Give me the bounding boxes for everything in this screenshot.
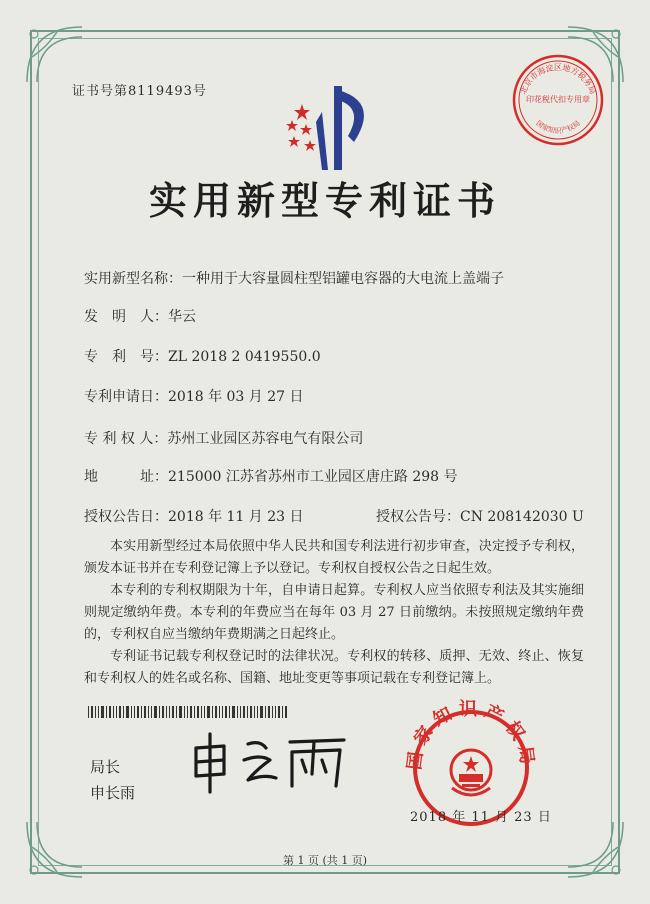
field-label: 地 址 [84, 469, 154, 485]
national-emblem-icon [451, 750, 491, 795]
certificate-number: 证书号第8119493号 [72, 84, 207, 99]
field-label: 授权公告号 [376, 509, 446, 525]
body-paragraph: 本专利的专利权期限为十年，自申请日起算。专利权人应当依照专利法及其实施细则规定缴纳年费。本专利的年费应当在每年 03 月 27 日前缴纳。未按照规定缴纳年费的，专利权自应当缴纳年费期满之日起终止。 [84, 583, 584, 642]
field-announcement-number: 授权公告号：CN 208142030 U [376, 506, 584, 526]
field-value: 2018 年 03 月 27 日 [168, 389, 304, 405]
svg-text:国家知识产权局 [534, 118, 581, 134]
field-value: 2018 年 11 月 23 日 [168, 509, 304, 525]
field-label: 专 利 权 人 [84, 431, 154, 447]
corner-ornament-bottom-left [22, 812, 92, 882]
tax-stamp [510, 52, 606, 148]
field-value: 一种用于大容量圆柱型铝罐电容器的大电流上盖端子 [182, 271, 504, 287]
tax-stamp-bottom-text: 国家知识产权局 [534, 119, 582, 135]
field-label: 专利申请日 [84, 389, 154, 405]
page-footer: 第 1 页 (共 1 页) [282, 854, 368, 867]
body-paragraph: 本实用新型经过本局依照中华人民共和国专利法进行初步审查，决定授予专利权，颁发本证书并在专利登记簿上予以登记。专利权自授权公告之日起生效。 [84, 539, 584, 576]
director-title: 局长 [90, 758, 121, 776]
certificate-body [84, 536, 584, 690]
field-patentee: 专 利 权 人：苏州工业园区苏容电气有限公司 [84, 428, 363, 448]
field-label: 授权公告日 [84, 509, 154, 525]
field-value: CN 208142030 U [460, 509, 584, 525]
field-label: 专 利 号 [84, 349, 154, 365]
field-value: ZL 2018 2 0419550.0 [168, 349, 321, 365]
director-name: 申长雨 [90, 784, 136, 802]
patent-office-logo [282, 82, 382, 174]
field-value: 华云 [168, 309, 196, 325]
tax-stamp-top-text: 北京市海淀区地方税务局 [518, 63, 598, 96]
field-value: 215000 江苏省苏州市工业园区唐庄路 298 号 [168, 469, 458, 485]
body-paragraph: 专利证书记载专利权登记时的法律状况。专利权的转移、质押、无效、终止、恢复和专利权人的姓名或名称、国籍、地址变更等事项记载在专利登记簿上。 [84, 649, 584, 686]
field-utility-model-name: 实用新型名称：一种用于大容量圆柱型铝罐电容器的大电流上盖端子 [84, 268, 504, 288]
corner-ornament-bottom-right [558, 812, 628, 882]
field-label: 实用新型名称 [84, 271, 168, 287]
field-label: 发 明 人 [84, 309, 154, 325]
director-signature [186, 730, 356, 796]
seal-text: 国家知识产权局 [404, 698, 538, 772]
barcode [88, 706, 288, 718]
tax-stamp-inner-text: 印花税代扣专用章 [526, 95, 590, 104]
field-announcement-date: 授权公告日：2018 年 11 月 23 日 [84, 506, 304, 526]
field-value: 苏州工业园区苏容电气有限公司 [167, 431, 364, 447]
field-address: 地 址：215000 江苏省苏州市工业园区唐庄路 298 号 [84, 466, 458, 486]
field-inventor: 发 明 人：华云 [84, 306, 196, 326]
field-application-date: 专利申请日：2018 年 03 月 27 日 [84, 386, 304, 406]
seal-date: 2018 年 11 月 23 日 [410, 810, 552, 825]
field-patent-number: 专 利 号：ZL 2018 2 0419550.0 [84, 346, 321, 366]
document-title: 实用新型专利证书 [148, 178, 501, 223]
